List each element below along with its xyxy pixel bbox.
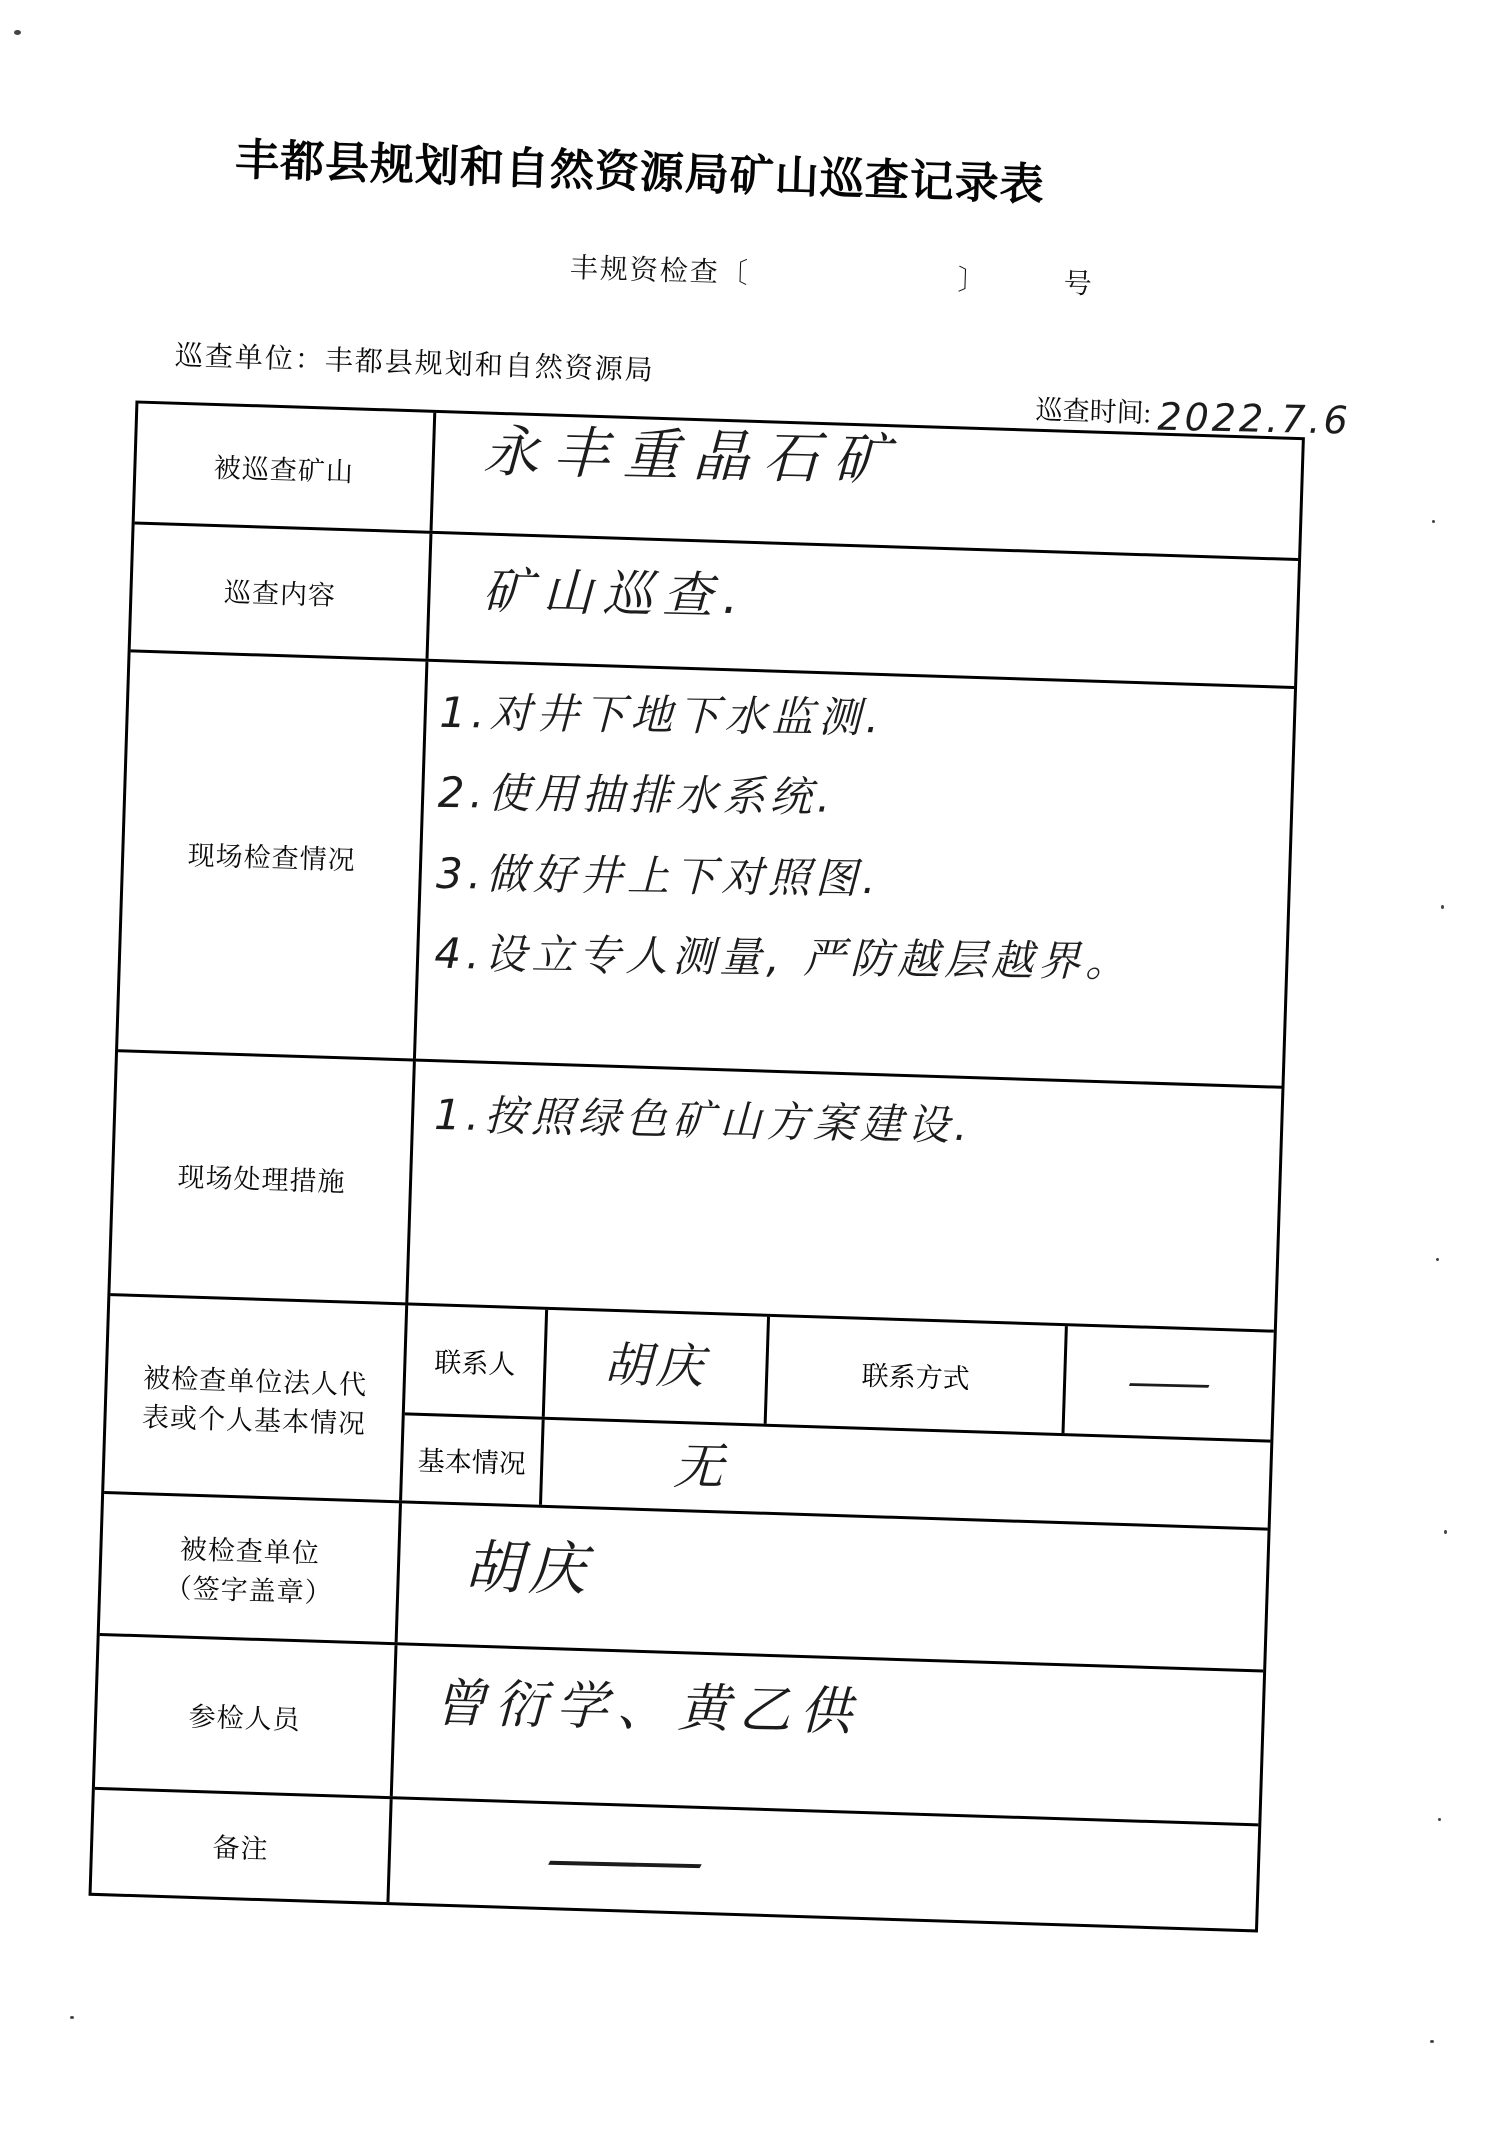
basic-info-label: 基本情况 [402,1415,545,1504]
scan-speck [1444,1530,1447,1534]
inspected-mine-handwritten-value: 永丰重晶石矿 [482,419,904,494]
inspection-content-label: 巡查内容 [131,524,433,658]
contact-person-cell [545,1310,770,1424]
inspected-unit-signature-label [100,1494,402,1642]
site-check-label: 现场检查情况 [118,652,428,1058]
contact-person-label: 联系人 [405,1305,548,1416]
scan-speck [1432,520,1435,523]
site-measures-handwritten-note: 1.按照绿色矿山方案建设. [433,1090,974,1151]
inspection-time-handwritten-value: 2022.7.6 [1157,394,1352,443]
inspectors-cell [393,1645,1263,1823]
contact-method-cell [1065,1326,1274,1439]
doc-number-blank2 [996,290,1054,292]
doc-number-prefix: 丰规资检查〔 [569,253,751,290]
remarks-label: 备注 [92,1790,393,1902]
site-check-line-4: 4.设立专人测量, 严防越层越界。 [434,928,1133,987]
contact-person-handwritten-value: 胡庆 [603,1337,709,1396]
inspection-unit-label: 巡查单位： [174,340,326,377]
doc-number-close-bracket: 〕 [957,265,989,298]
inspection-unit-line [174,334,655,389]
inspected-unit-label-line2: （签字盖章） [164,1572,334,1608]
basic-info-handwritten-value: 无 [672,1436,724,1496]
inspected-unit-signature-cell [398,1503,1268,1669]
site-check-handwritten-notes [433,686,1137,1022]
legal-rep-info-cell [402,1305,1274,1527]
scan-speck [1436,1258,1439,1261]
inspected-unit-label-line1: 被检查单位 [179,1533,321,1569]
remarks-handwritten-dash: — [539,1826,711,1896]
legal-rep-info-label [104,1296,408,1500]
site-check-line-3: 3.做好井上下对照图. [435,848,881,903]
doc-number-line [569,246,1094,302]
inspection-record-table [88,400,1304,1932]
site-measures-label: 现场处理措施 [110,1052,415,1302]
inspection-unit-value: 丰都县规划和自然资源局 [324,345,656,387]
doc-number-tail: 号 [1063,268,1095,301]
site-check-line-2: 2.使用抽排水系统. [437,768,836,822]
contact-method-label: 联系方式 [767,1317,1068,1433]
scan-speck [14,30,21,35]
site-check-cell [416,662,1294,1086]
inspection-time-label: 巡查时间: [1035,394,1152,429]
inspected-mine-label: 被巡查矿山 [135,404,437,531]
form-title: 丰都县规划和自然资源局矿山巡查记录表 [234,135,1046,210]
inspection-content-handwritten-value: 矿山巡查. [482,561,750,626]
site-measures-cell [408,1062,1281,1330]
table-row-legal-rep-info [104,1293,1274,1527]
scan-speck [1438,1818,1441,1821]
inspectors-handwritten-names: 曾衍学、黄乙供 [433,1673,862,1743]
inspectors-label: 参检人员 [95,1636,398,1796]
scan-speck [1430,2040,1434,2043]
scan-speck [70,2016,74,2019]
doc-number-blank [759,283,949,289]
table-row-site-measures [110,1049,1281,1329]
legal-rep-info-label-text: 被检查单位法人代表或个人基本情况 [141,1362,368,1439]
inspected-unit-handwritten-signature: 胡庆 [463,1533,593,1604]
table-row-site-check [118,649,1294,1085]
site-check-line-1: 1.对井下地下水监测. [439,687,885,743]
scan-speck [1441,905,1444,909]
contact-method-handwritten-dash: — [1124,1358,1214,1407]
